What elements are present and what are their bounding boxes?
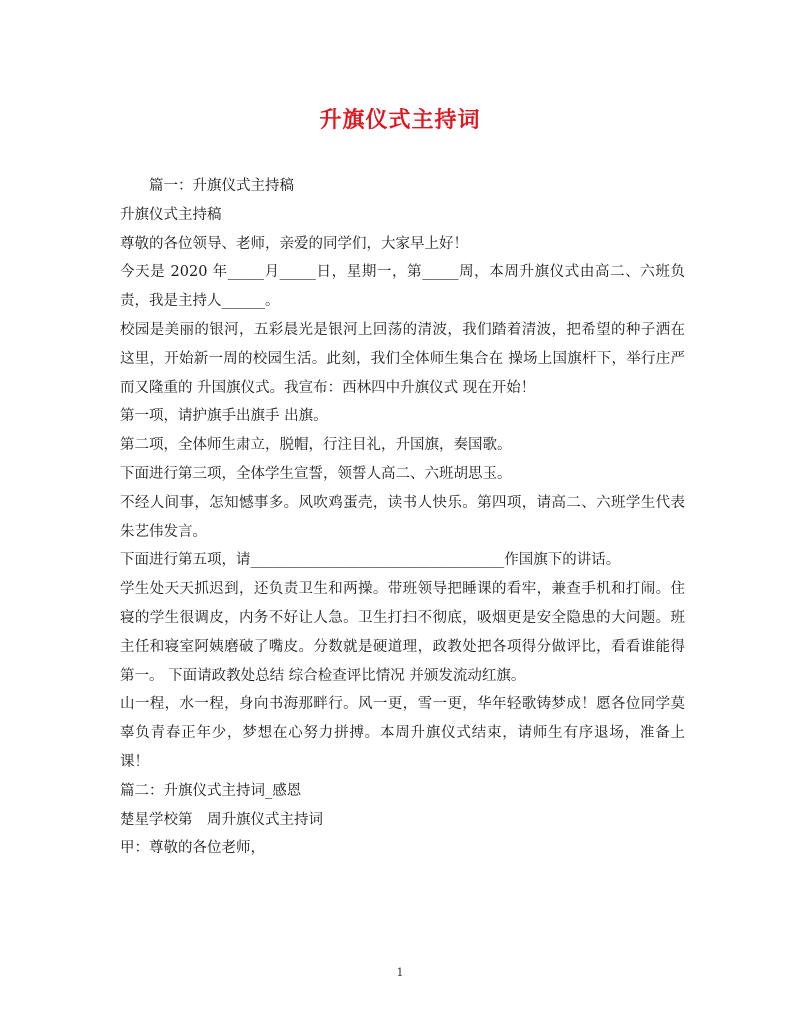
paragraph: 升旗仪式主持稿 [120,206,222,223]
document-title: 升旗仪式主持词 [319,107,481,133]
section-heading-1: 篇一：升旗仪式主持稿 [149,178,294,194]
paragraph: 尊敬的各位领导、老师，亲爱的同学们，大家早上好！ [120,235,468,252]
paragraph: 甲：尊敬的各位老师， [120,840,265,857]
paragraph: 下面进行第三项，全体学生宣誓，领誓人高二、六班胡思玉。 [120,465,512,482]
paragraph: 不经人间事，怎知憾事多。风吹鸡蛋壳，读书人快乐。第四项，请高二、六班学生代表朱艺伟发言。 [120,494,685,540]
page-number: 1 [396,966,404,979]
paragraph: 楚星学校第 周升旗仪式主持词 [120,811,323,828]
paragraph: 第二项，全体师生肃立，脱帽，行注目礼，升国旗，奏国歌。 [120,437,512,454]
paragraph: 山一程，水一程，身向书海那畔行。风一更，雪一更，华年轻歌铸梦成！愿各位同学莫辜负青春正年少，梦想在心努力拼搏。本周升旗仪式结束，请师生有序退场，准备上课！ [120,696,685,770]
paragraph: 校园是美丽的银河，五彩晨光是银河上回荡的清波，我们踏着清波，把希望的种子洒在这里，开始新一周的校园生活。此刻，我们全体师生集合在 操场上国旗杆下，举行庄严而又隆重的 升国旗仪式。我宣布：西林四中升旗仪式 现在开始！ [120,321,685,396]
paragraph: 学生处天天抓迟到，还负责卫生和两操。带班领导把睡课的看牢，兼查手机和打闹。住寝的学生很调皮，内务不好让人急。卫生打扫不彻底，吸烟更是安全隐患的大问题。班主任和寝室阿姨磨破了嘴皮。分数就是硬道理，政教处把各项得分做评比，看看谁能得第一。 下面请政教处总结 综合检查评比情况 并颁发流动红旗。 [120,581,685,684]
section-heading-2: 篇二：升旗仪式主持词_感恩 [120,782,302,799]
document-body [120,172,685,863]
paragraph: 第一项，请护旗手出旗手 出旗。 [120,408,328,425]
paragraph: 今天是 2020 年_____月_____日，星期一，第_____周，本周升旗仪式由高二、六班负责，我是主持人______。 [120,264,685,310]
paragraph: 下面进行第五项，请___________________________________作国旗下的讲话。 [120,552,621,569]
